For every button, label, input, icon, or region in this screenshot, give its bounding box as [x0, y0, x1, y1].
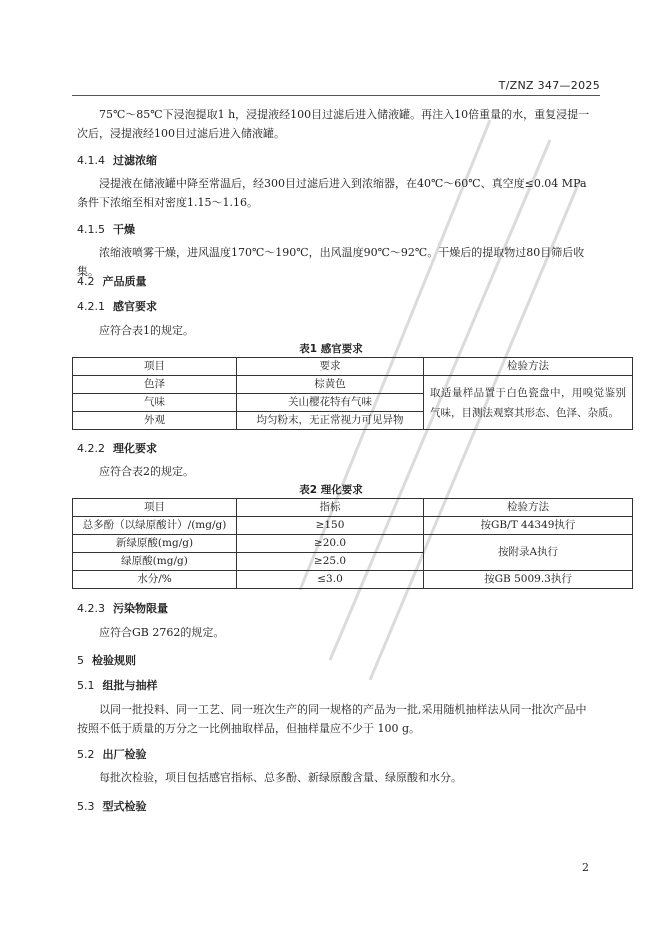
header-divider	[72, 95, 600, 96]
paragraph-contaminants: 应符合GB 2762的规定。	[99, 626, 225, 639]
physicochemical-table	[72, 498, 633, 589]
heading-number: 4.2	[77, 275, 95, 288]
heading-title: 型式检验	[102, 800, 147, 813]
table-cell-method: 按附录A执行	[424, 535, 633, 571]
heading-title: 过滤浓缩	[113, 154, 157, 167]
heading-number: 4.1.5	[77, 223, 105, 236]
heading-4-2-2	[77, 440, 157, 456]
table-cell: 总多酚（以绿原酸计）/(mg/g)	[73, 517, 237, 535]
heading-number: 4.2.3	[77, 602, 105, 615]
table-cell: 按GB/T 44349执行	[424, 517, 633, 535]
table-cell: 棕黄色	[237, 376, 424, 394]
heading-4-1-4	[77, 152, 157, 168]
heading-number: 5	[77, 654, 84, 667]
heading-title: 检验规则	[92, 654, 136, 667]
paragraph-extraction: 75℃～85℃下浸泡提取1 h，浸提液经100目过滤后进入储液罐。再注入10倍重量的水，重复浸提一次后，浸提液经100目过滤后进入储液罐。	[77, 108, 590, 140]
table-header-row	[73, 358, 633, 376]
table1-caption: 表1 感官要求	[299, 343, 363, 355]
heading-5-1	[77, 677, 158, 693]
table-cell: 外观	[73, 412, 237, 430]
table-cell: 关山樱花特有气味	[237, 394, 424, 412]
heading-title: 组批与抽样	[102, 679, 158, 692]
heading-4-2-3	[77, 600, 168, 616]
table-cell: 按GB 5009.3执行	[424, 571, 633, 589]
heading-title: 污染物限量	[113, 602, 168, 615]
table-header-cell: 要求	[237, 358, 424, 376]
table-header-cell: 检验方法	[424, 358, 633, 376]
paragraph-sampling: 以同一批投料、同一工艺、同一班次生产的同一规格的产品为一批,采用随机抽样法从同一批次产品中按照不低于质量的万分之一比例抽取样品，但抽样量应不少于 100 g。	[77, 703, 587, 735]
table-header-cell: 项目	[73, 499, 237, 517]
heading-5-2	[77, 746, 147, 762]
heading-number: 4.2.1	[77, 300, 105, 313]
heading-number: 4.1.4	[77, 154, 105, 167]
sensory-table	[72, 357, 633, 430]
paragraph-drying: 浓缩液喷雾干燥，进风温度170℃～190℃，出风温度90℃～92℃。干燥后的提取物过80目筛后收集。	[77, 246, 585, 278]
heading-title: 出厂检验	[102, 748, 147, 761]
table-header-row	[73, 499, 633, 517]
table-cell: 均匀粉末，无正常视力可见异物	[237, 412, 424, 430]
heading-4-2-1	[77, 298, 157, 314]
table2-caption: 表2 理化要求	[299, 484, 363, 496]
table-cell: 色泽	[73, 376, 237, 394]
paragraph-concentration: 浸提液在储液罐中降至常温后，经300目过滤后进入到浓缩器，在40℃～60℃、真空度≤0.04 MPa条件下浓缩至相对密度1.15～1.16。	[77, 177, 587, 209]
table-cell: 绿原酸(mg/g)	[73, 553, 237, 571]
document-code: T/ZNZ 347—2025	[498, 79, 600, 92]
table-cell: ≥150	[237, 517, 424, 535]
heading-number: 4.2.2	[77, 442, 105, 455]
paragraph-table2-ref: 应符合表2的规定。	[99, 465, 194, 478]
heading-title: 理化要求	[113, 442, 157, 455]
heading-title: 干燥	[113, 223, 135, 236]
table-row	[73, 376, 633, 394]
table-row	[73, 571, 633, 589]
heading-5	[77, 652, 136, 668]
table-row	[73, 535, 633, 553]
heading-title: 产品质量	[102, 275, 147, 288]
paragraph-table1-ref: 应符合表1的规定。	[99, 324, 194, 337]
table-cell: ≤3.0	[237, 571, 424, 589]
table-cell: ≥20.0	[237, 535, 424, 553]
heading-5-3	[77, 798, 147, 814]
table-row	[73, 517, 633, 535]
table-header-cell: 项目	[73, 358, 237, 376]
table-cell-method: 取适量样品置于白色瓷盘中，用嗅觉鉴别气味，目测法观察其形态、色泽、杂质。	[424, 376, 633, 430]
table-cell: ≥25.0	[237, 553, 424, 571]
table-header-cell: 指标	[237, 499, 424, 517]
table-cell: 新绿原酸(mg/g)	[73, 535, 237, 553]
heading-number: 5.3	[77, 800, 95, 813]
table-header-cell: 检验方法	[424, 499, 633, 517]
table-cell: 气味	[73, 394, 237, 412]
heading-4-1-5	[77, 221, 135, 237]
table-cell: 水分/%	[73, 571, 237, 589]
page-number: 2	[582, 861, 589, 874]
heading-number: 5.1	[77, 679, 95, 692]
heading-number: 5.2	[77, 748, 95, 761]
heading-4-2	[77, 273, 147, 289]
heading-title: 感官要求	[113, 300, 157, 313]
paragraph-factory-inspection: 每批次检验，项目包括感官指标、总多酚、新绿原酸含量、绿原酸和水分。	[99, 771, 462, 784]
